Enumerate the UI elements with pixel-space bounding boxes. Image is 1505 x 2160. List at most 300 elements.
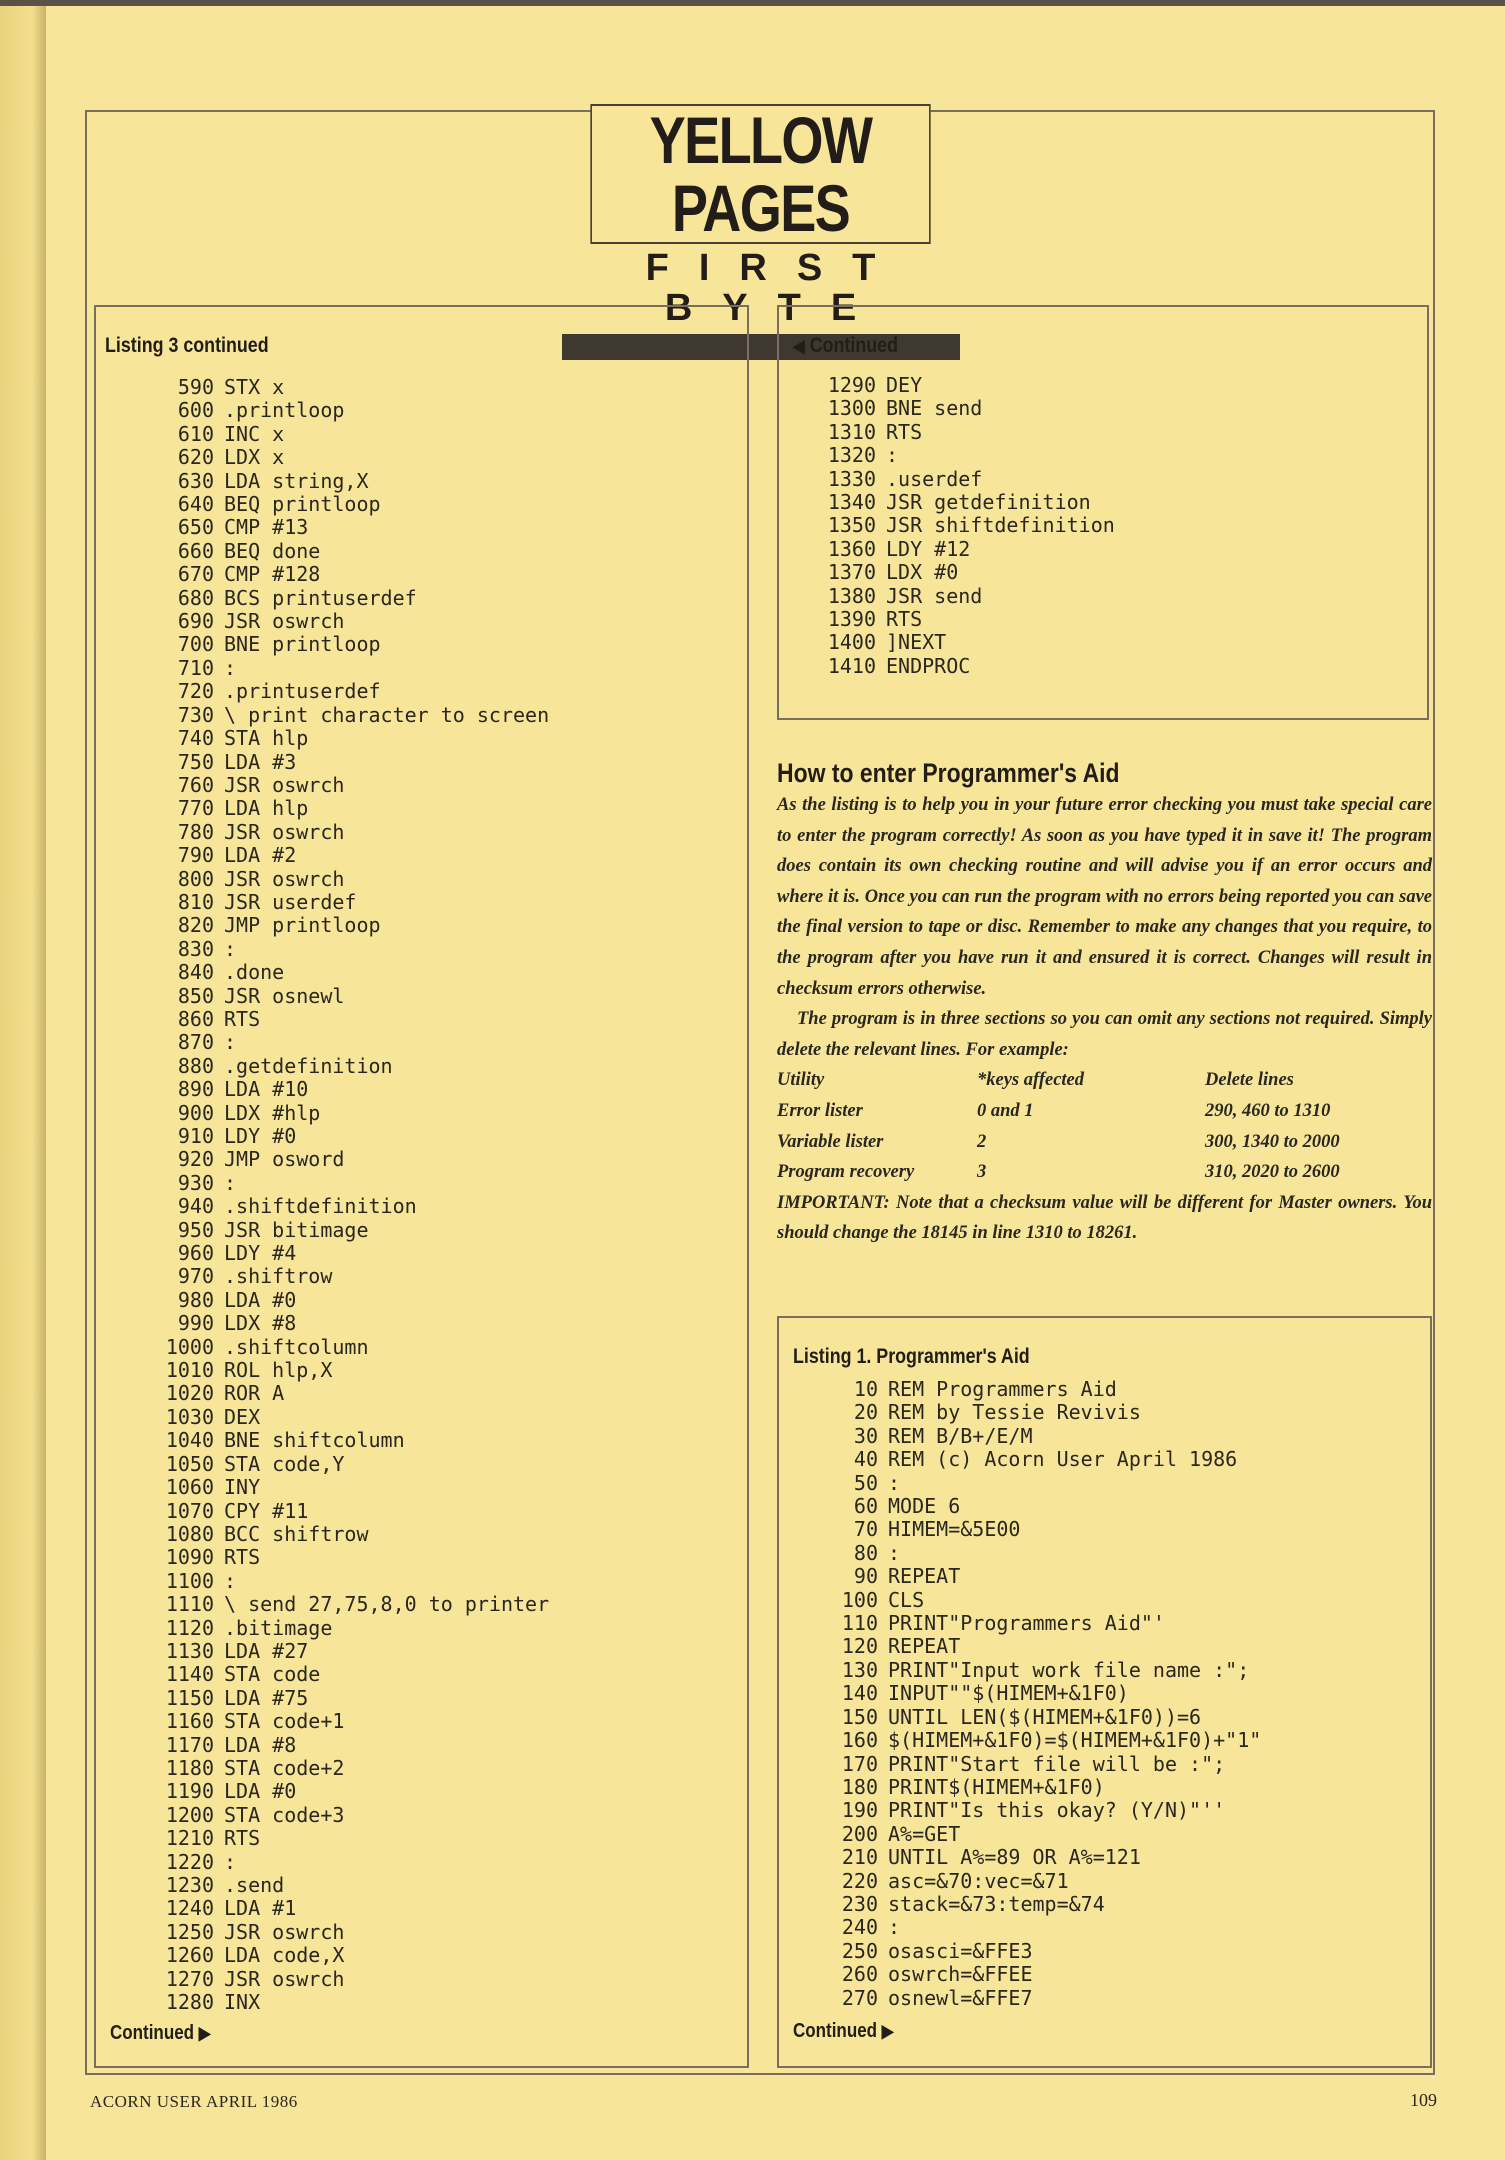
code-line <box>150 516 549 539</box>
code-line <box>812 561 1115 584</box>
code-statement: REM Programmers Aid <box>888 1377 1117 1401</box>
code-statement: PRINT"Start file will be :"; <box>888 1751 1226 1776</box>
code-line <box>812 655 1115 678</box>
code-statement: stack=&73:temp=&74 <box>888 1891 1105 1916</box>
code-statement: DEY <box>886 373 923 397</box>
table-row <box>777 1096 1432 1127</box>
code-statement: ]NEXT <box>886 630 947 655</box>
code-line <box>150 774 549 797</box>
table-header-cell: *keys affected <box>977 1070 1085 1091</box>
code-statement: LDA #3 <box>224 749 297 774</box>
code-line <box>150 961 549 984</box>
article-para-1: As the listing is to help you in your future error checking you must take special care to enter the program correctly! As soon as you have typed it in save it! The program does contain its own checking routine and will advise you if an error occurs and where it is. Once you can run the program with no errors being reported you can save the final version to tape or disc. Remember to make any changes that you require, to the program after you have run it and ensured it is correct. Changes will result in checksum errors otherwise. <box>777 795 1432 999</box>
continued-box-label: Continued <box>809 334 898 357</box>
code-statement: UNTIL A%=89 OR A%=121 <box>888 1845 1141 1870</box>
code-line <box>828 1729 1261 1752</box>
code-statement: $(HIMEM+&1F0)=$(HIMEM+&1F0)+"1" <box>888 1728 1262 1753</box>
table-cell: Program recovery <box>777 1162 915 1183</box>
line-number: 60 <box>853 1494 878 1519</box>
code-statement: REPEAT <box>888 1564 961 1589</box>
code-statement: ENDPROC <box>886 653 971 678</box>
line-number: 800 <box>177 866 214 891</box>
code-line <box>828 1870 1261 1893</box>
line-number: 970 <box>177 1264 214 1289</box>
code-line <box>150 1570 549 1593</box>
line-number: 1410 <box>827 653 876 678</box>
code-statement: .printuserdef <box>224 679 381 704</box>
table-header-cell: Delete lines <box>1205 1070 1294 1091</box>
code-line <box>150 1874 549 1897</box>
code-statement: CMP #13 <box>224 515 309 540</box>
code-line <box>150 1031 549 1054</box>
line-number: 130 <box>841 1657 878 1682</box>
code-statement: STA code+3 <box>224 1802 345 1827</box>
code-line <box>150 423 549 446</box>
line-number: 1280 <box>165 1990 214 2015</box>
code-line <box>150 587 549 610</box>
code-line <box>828 1495 1261 1518</box>
code-line <box>150 1687 549 1710</box>
code-statement: REPEAT <box>888 1634 961 1659</box>
code-line <box>150 704 549 727</box>
code-statement: : <box>888 1470 901 1495</box>
code-statement: PRINT$(HIMEM+&1F0) <box>888 1774 1105 1799</box>
line-number: 1260 <box>165 1943 214 1968</box>
line-number: 190 <box>841 1798 878 1823</box>
line-number: 1310 <box>827 419 876 444</box>
code-statement: : <box>224 1849 237 1874</box>
line-number: 20 <box>853 1400 878 1425</box>
code-line <box>150 1546 549 1569</box>
line-number: 200 <box>841 1821 878 1846</box>
line-number: 1060 <box>165 1475 214 1500</box>
code-statement: JSR oswrch <box>224 772 345 797</box>
code-line <box>150 891 549 914</box>
code-line <box>150 868 549 891</box>
code-statement: asc=&70:vec=&71 <box>888 1868 1069 1893</box>
masthead-title: YELLOW PAGES <box>590 104 930 244</box>
code-line <box>828 1448 1261 1471</box>
code-statement: \ print character to screen <box>224 702 550 727</box>
code-line <box>150 1429 549 1452</box>
line-number: 880 <box>177 1053 214 1078</box>
line-number: 900 <box>177 1100 214 1125</box>
line-number: 1350 <box>827 513 876 538</box>
code-line <box>828 1753 1261 1776</box>
line-number: 160 <box>841 1728 878 1753</box>
line-number: 1140 <box>165 1662 214 1687</box>
code-line <box>150 1219 549 1242</box>
code-statement: MODE 6 <box>888 1494 961 1519</box>
code-statement: .send <box>224 1873 285 1897</box>
code-line <box>150 1406 549 1429</box>
code-statement: REM by Tessie Revivis <box>888 1400 1141 1425</box>
code-line <box>150 985 549 1008</box>
table-cell: 2 <box>977 1131 987 1152</box>
table-cell: Error lister <box>777 1100 863 1121</box>
code-statement: PRINT"Input work file name :"; <box>888 1657 1250 1682</box>
code-line <box>150 1336 549 1359</box>
line-number: 180 <box>841 1774 878 1799</box>
code-statement: BNE printloop <box>224 632 381 657</box>
code-statement: .done <box>224 960 285 985</box>
code-line <box>828 1916 1261 1939</box>
arrow-left-icon: ◀ <box>793 336 805 356</box>
code-line <box>150 1148 549 1171</box>
code-statement: BCS printuserdef <box>224 585 417 610</box>
line-number: 890 <box>177 1077 214 1102</box>
line-number: 1250 <box>165 1919 214 1944</box>
code-statement: LDA code,X <box>224 1943 345 1968</box>
code-statement: A%=GET <box>888 1821 961 1846</box>
code-line <box>150 1827 549 1850</box>
code-statement: DEX <box>224 1404 261 1429</box>
line-number: 150 <box>841 1704 878 1729</box>
code-statement: REM B/B+/E/M <box>888 1423 1033 1448</box>
line-number: 960 <box>177 1241 214 1266</box>
code-statement: JMP printloop <box>224 913 381 938</box>
code-statement: CMP #128 <box>224 562 321 587</box>
code-statement: RTS <box>224 1006 261 1031</box>
code-line <box>812 585 1115 608</box>
code-line <box>150 540 549 563</box>
code-statement: JMP osword <box>224 1147 345 1172</box>
code-statement: LDA #8 <box>224 1732 297 1757</box>
code-statement: LDY #4 <box>224 1241 297 1266</box>
code-statement: RTS <box>224 1545 261 1570</box>
line-number: 210 <box>841 1845 878 1870</box>
code-statement: JSR oswrch <box>224 1966 345 1991</box>
code-statement: ROR A <box>224 1381 285 1406</box>
code-statement: INPUT""$(HIMEM+&1F0) <box>888 1681 1129 1706</box>
code-line <box>150 1780 549 1803</box>
line-number: 630 <box>177 468 214 493</box>
code-line <box>828 1799 1261 1822</box>
code-statement: .shiftrow <box>224 1264 333 1289</box>
code-line <box>150 446 549 469</box>
code-statement: LDA string,X <box>224 468 369 493</box>
footer-magazine: ACORN USER APRIL 1986 <box>90 2092 298 2111</box>
code-statement: LDX #hlp <box>224 1100 321 1125</box>
code-line <box>828 1472 1261 1495</box>
code-statement: PRINT"Programmers Aid"' <box>888 1611 1165 1636</box>
code-statement: : <box>886 443 899 468</box>
line-number: 1040 <box>165 1428 214 1453</box>
code-line <box>150 1523 549 1546</box>
code-line <box>812 397 1115 420</box>
code-line <box>828 1635 1261 1658</box>
code-statement: LDX x <box>224 445 285 470</box>
utility-table-header <box>777 1065 1432 1096</box>
line-number: 620 <box>177 445 214 470</box>
code-line <box>150 633 549 656</box>
line-number: 930 <box>177 1170 214 1195</box>
listing1-code <box>828 1378 1261 2010</box>
line-number: 680 <box>177 585 214 610</box>
code-statement: ROL hlp,X <box>224 1358 333 1383</box>
line-number: 780 <box>177 819 214 844</box>
code-line <box>828 1378 1261 1401</box>
line-number: 1200 <box>165 1802 214 1827</box>
line-number: 10 <box>853 1377 878 1401</box>
continued-box-code <box>812 374 1115 678</box>
line-number: 1320 <box>827 443 876 468</box>
listing3-heading: Listing 3 continued <box>105 334 269 357</box>
line-number: 1110 <box>165 1592 214 1617</box>
continued-box-heading <box>793 334 898 358</box>
code-statement: BNE shiftcolumn <box>224 1428 405 1453</box>
line-number: 1000 <box>165 1334 214 1359</box>
arrow-right-icon: ▶ <box>198 2023 211 2043</box>
code-statement: : <box>224 655 237 680</box>
code-statement: .shiftcolumn <box>224 1334 369 1359</box>
line-number: 120 <box>841 1634 878 1659</box>
line-number: 770 <box>177 796 214 821</box>
line-number: 1400 <box>827 630 876 655</box>
table-header-cell: Utility <box>777 1070 825 1091</box>
line-number: 600 <box>177 398 214 423</box>
page-gutter <box>0 0 46 2160</box>
line-number: 710 <box>177 655 214 680</box>
code-line <box>150 1593 549 1616</box>
line-number: 1360 <box>827 536 876 561</box>
code-statement: : <box>224 936 237 961</box>
line-number: 1230 <box>165 1873 214 1897</box>
code-statement: UNTIL LEN($(HIMEM+&1F0))=6 <box>888 1704 1202 1729</box>
code-line <box>828 1846 1261 1869</box>
code-line <box>150 727 549 750</box>
page-number: 109 <box>1410 2090 1437 2110</box>
code-statement: LDY #12 <box>886 536 971 561</box>
line-number: 980 <box>177 1287 214 1312</box>
code-statement: RTS <box>886 607 923 632</box>
code-line <box>828 1776 1261 1799</box>
code-statement: LDA #27 <box>224 1638 309 1663</box>
line-number: 660 <box>177 538 214 563</box>
line-number: 910 <box>177 1124 214 1148</box>
code-statement: .shiftdefinition <box>224 1194 417 1219</box>
listing1-heading: Listing 1. Programmer's Aid <box>793 1345 1030 1368</box>
code-line <box>150 493 549 516</box>
code-line <box>150 1172 549 1195</box>
code-statement: JSR bitimage <box>224 1217 369 1242</box>
line-number: 270 <box>841 1985 878 2010</box>
line-number: 760 <box>177 772 214 797</box>
line-number: 230 <box>841 1891 878 1916</box>
code-line <box>828 1706 1261 1729</box>
code-line <box>150 938 549 961</box>
listing3-continued <box>110 2022 211 2045</box>
code-statement: RTS <box>224 1826 261 1851</box>
line-number: 1340 <box>827 490 876 515</box>
code-line <box>812 421 1115 444</box>
code-line <box>150 1617 549 1640</box>
code-statement: .userdef <box>886 466 983 491</box>
line-number: 1150 <box>165 1685 214 1710</box>
table-cell: Variable lister <box>777 1131 884 1152</box>
code-line <box>150 1851 549 1874</box>
line-number: 920 <box>177 1147 214 1172</box>
code-line <box>150 1476 549 1499</box>
code-statement: INY <box>224 1475 261 1500</box>
line-number: 1180 <box>165 1755 214 1780</box>
masthead-subtitle: FIRST BYTE <box>645 247 906 329</box>
top-edge <box>0 0 1505 6</box>
code-line <box>150 1640 549 1663</box>
code-statement: .printloop <box>224 398 345 423</box>
code-line <box>812 608 1115 631</box>
line-number: 1130 <box>165 1638 214 1663</box>
line-number: 1170 <box>165 1732 214 1757</box>
code-statement: LDX #8 <box>224 1311 297 1336</box>
table-row <box>777 1127 1432 1158</box>
code-line <box>828 1659 1261 1682</box>
code-line <box>812 631 1115 654</box>
line-number: 790 <box>177 843 214 868</box>
code-statement: STA hlp <box>224 726 309 751</box>
code-statement: LDY #0 <box>224 1124 297 1148</box>
code-statement: \ send 27,75,8,0 to printer <box>224 1592 550 1617</box>
line-number: 110 <box>841 1611 878 1636</box>
code-statement: STA code,Y <box>224 1451 345 1476</box>
line-number: 90 <box>853 1564 878 1589</box>
code-statement: osasci=&FFE3 <box>888 1938 1033 1963</box>
code-line <box>150 1289 549 1312</box>
code-line <box>828 1425 1261 1448</box>
line-number: 840 <box>177 960 214 985</box>
line-number: 1390 <box>827 607 876 632</box>
code-statement: : <box>888 1540 901 1565</box>
line-number: 40 <box>853 1447 878 1472</box>
code-line <box>150 914 549 937</box>
code-line <box>828 1612 1261 1635</box>
code-line <box>150 470 549 493</box>
line-number: 720 <box>177 679 214 704</box>
line-number: 1380 <box>827 583 876 608</box>
line-number: 220 <box>841 1868 878 1893</box>
line-number: 70 <box>853 1517 878 1542</box>
line-number: 1090 <box>165 1545 214 1570</box>
line-number: 740 <box>177 726 214 751</box>
code-statement: : <box>224 1170 237 1195</box>
code-statement: LDA #10 <box>224 1077 309 1102</box>
line-number: 850 <box>177 983 214 1008</box>
code-line <box>150 1710 549 1733</box>
line-number: 750 <box>177 749 214 774</box>
code-statement: PRINT"Is this okay? (Y/N)"'' <box>888 1798 1226 1823</box>
code-line <box>150 1804 549 1827</box>
code-line <box>150 399 549 422</box>
code-statement: JSR osnewl <box>224 983 345 1008</box>
line-number: 1030 <box>165 1404 214 1429</box>
code-statement: LDA #2 <box>224 843 297 868</box>
code-line <box>150 1944 549 1967</box>
line-number: 610 <box>177 421 214 446</box>
line-number: 80 <box>853 1540 878 1565</box>
code-statement: JSR userdef <box>224 889 357 914</box>
continued-label: Continued <box>110 2022 195 2044</box>
code-line <box>828 1823 1261 1846</box>
code-line <box>150 1991 549 2014</box>
line-number: 810 <box>177 889 214 914</box>
code-line <box>828 1940 1261 1963</box>
listing1-continued <box>793 2020 894 2043</box>
code-statement: CPY #11 <box>224 1498 309 1523</box>
code-line <box>150 610 549 633</box>
code-line <box>150 1312 549 1335</box>
code-line <box>150 1453 549 1476</box>
code-statement: .getdefinition <box>224 1053 393 1078</box>
line-number: 820 <box>177 913 214 938</box>
line-number: 670 <box>177 562 214 587</box>
line-number: 640 <box>177 492 214 517</box>
code-line <box>150 376 549 399</box>
line-number: 140 <box>841 1681 878 1706</box>
line-number: 50 <box>853 1470 878 1495</box>
line-number: 1160 <box>165 1709 214 1734</box>
code-statement: BEQ printloop <box>224 492 381 517</box>
line-number: 590 <box>177 375 214 399</box>
line-number: 1050 <box>165 1451 214 1476</box>
line-number: 1010 <box>165 1358 214 1383</box>
code-statement: BEQ done <box>224 538 321 563</box>
line-number: 950 <box>177 1217 214 1242</box>
code-statement: INC x <box>224 421 285 446</box>
code-statement: JSR oswrch <box>224 1919 345 1944</box>
code-statement: JSR oswrch <box>224 819 345 844</box>
article-title: How to enter Programmer's Aid <box>777 758 1120 788</box>
code-line <box>828 1893 1261 1916</box>
code-line <box>150 1921 549 1944</box>
code-line <box>150 563 549 586</box>
line-number: 1100 <box>165 1568 214 1593</box>
line-number: 1120 <box>165 1615 214 1640</box>
code-line <box>828 1401 1261 1424</box>
line-number: 30 <box>853 1423 878 1448</box>
code-line <box>828 1518 1261 1541</box>
code-line <box>150 1102 549 1125</box>
code-statement: JSR getdefinition <box>886 490 1091 515</box>
code-statement: JSR oswrch <box>224 609 345 634</box>
code-statement: INX <box>224 1990 261 2015</box>
code-line <box>150 1078 549 1101</box>
code-line <box>150 751 549 774</box>
code-statement: LDX #0 <box>886 560 959 585</box>
line-number: 990 <box>177 1311 214 1336</box>
arrow-right-icon: ▶ <box>881 2021 894 2041</box>
code-statement: STA code+1 <box>224 1709 345 1734</box>
code-line <box>150 1265 549 1288</box>
code-line <box>150 1195 549 1218</box>
code-line <box>150 1359 549 1382</box>
code-line <box>150 1125 549 1148</box>
code-statement: STA code <box>224 1662 321 1687</box>
code-statement: LDA #1 <box>224 1896 297 1921</box>
line-number: 690 <box>177 609 214 634</box>
code-statement: BNE send <box>886 396 983 421</box>
code-statement: HIMEM=&5E00 <box>888 1517 1021 1542</box>
line-number: 650 <box>177 515 214 540</box>
table-cell: 3 <box>977 1162 987 1183</box>
code-statement: LDA hlp <box>224 796 309 821</box>
code-line <box>828 1987 1261 2010</box>
code-statement: JSR send <box>886 583 983 608</box>
code-statement: REM (c) Acorn User April 1986 <box>888 1447 1238 1472</box>
line-number: 1300 <box>827 396 876 421</box>
code-line <box>828 1542 1261 1565</box>
code-line <box>150 1055 549 1078</box>
line-number: 1330 <box>827 466 876 491</box>
